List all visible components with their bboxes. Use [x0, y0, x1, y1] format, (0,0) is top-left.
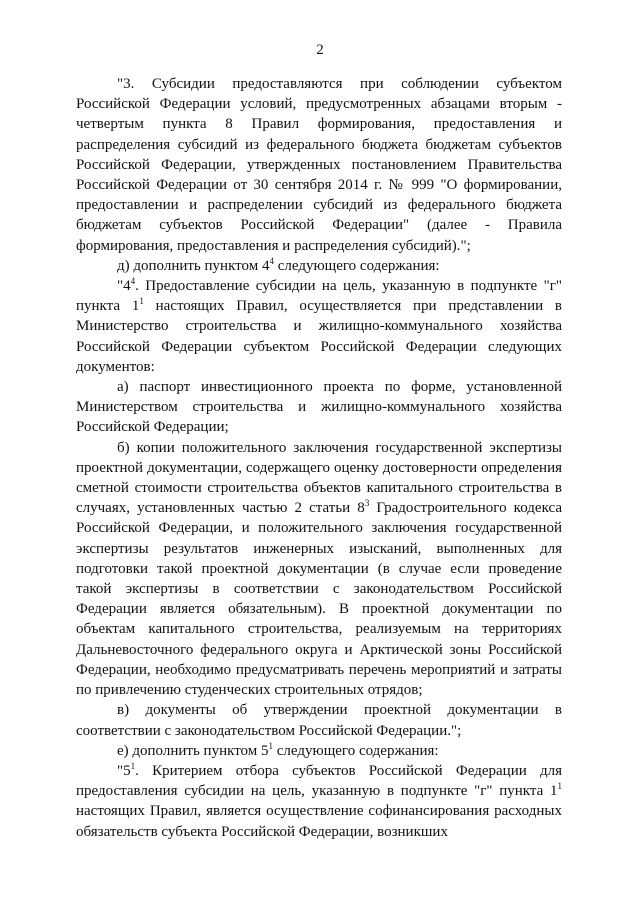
text-run: в) документы об утверждении проектной документации в соответствии с законодательством Российской Федерации."; [76, 702, 562, 739]
paragraph [76, 74, 562, 256]
paragraph [76, 276, 562, 377]
text-run: "3. Субсидии предоставляются при соблюдении субъектом Российской Федерации условий, предусмотренных абзацами вторым - четвертым пункта 8 Правил формирования, предоставления и распределения субсидий из федерального бюджета бюджетам субъектов Российской Федерации, утвержденных постановлением Правительства Российской Федерации от 30 сентября 2014 г. № 999 "О формировании, предоставлении и распределении субсидий из федерального бюджета бюджетам субъектов Российской Федерации" (далее - Правила формирования, предоставления и распределения субсидий)."; [76, 76, 562, 254]
paragraph [76, 700, 562, 740]
text-run: Градостроительного кодекса Российской Федерации, и положительного заключения государственной экспертизы результатов инженерных изысканий, выполненных для подготовки такой проектной документации (в случае если проведение такой экспертизы в соответствии с законодательством Российской Федерации является обязательным). В проектной документации по объектам капитального строительства, реализуемым на территориях Дальневосточного федерального округа и Арктической зоны Российской Федерации, необходимо предусматривать перечень мероприятий и затраты по привлечению студенческих строительных отрядов; [76, 500, 562, 699]
text-run: настоящих Правил, является осуществление софинансирования расходных обязательств субъекта Российской Федерации, возникших [76, 803, 562, 840]
superscript: 4 [130, 276, 136, 287]
paragraph [76, 741, 562, 761]
text-run: "5 [117, 762, 131, 779]
text-run: "4 [117, 278, 131, 295]
paragraph [76, 438, 562, 701]
page-number: 2 [316, 42, 324, 58]
text-run: е) дополнить пунктом 5 [117, 742, 269, 759]
paragraph [76, 761, 562, 842]
superscript: 1 [139, 296, 144, 307]
superscript: 3 [364, 498, 370, 509]
text-run: б) копии положительного заключения государственной экспертизы проектной документации, содержащего оценку достоверности определения сметной стоимости строительства объектов капитального строительства в случаях, установленных частью 2 статьи 8 [76, 439, 562, 517]
paragraph [76, 377, 562, 438]
superscript: 1 [130, 760, 136, 771]
text-run: д) дополнить пунктом 4 [117, 257, 270, 274]
text-run: следующего содержания: [273, 257, 440, 274]
paragraph [76, 256, 562, 276]
superscript: 1 [557, 781, 562, 792]
text-run: настоящих Правил, осуществляется при представлении в Министерство строительства и жилищно-коммунального хозяйства Российской Федерации субъектом Российской Федерации следующих документов: [76, 298, 562, 375]
text-run: . Критерием отбора субъектов Российской Федерации для предоставления субсидии на цель, указанную в подпункте "г" пункта 1 [76, 762, 562, 800]
document-body [76, 74, 562, 842]
text-run: а) паспорт инвестиционного проекта по форме, установленной Министерством строительства и жилищно-коммунального хозяйства Российской Федерации; [76, 379, 562, 436]
text-run: следующего содержания: [273, 742, 439, 759]
superscript: 4 [269, 255, 274, 266]
text-run: . Предоставление субсидии на цель, указанную в подпункте "г" пункта 1 [76, 278, 562, 315]
superscript: 1 [268, 740, 274, 751]
